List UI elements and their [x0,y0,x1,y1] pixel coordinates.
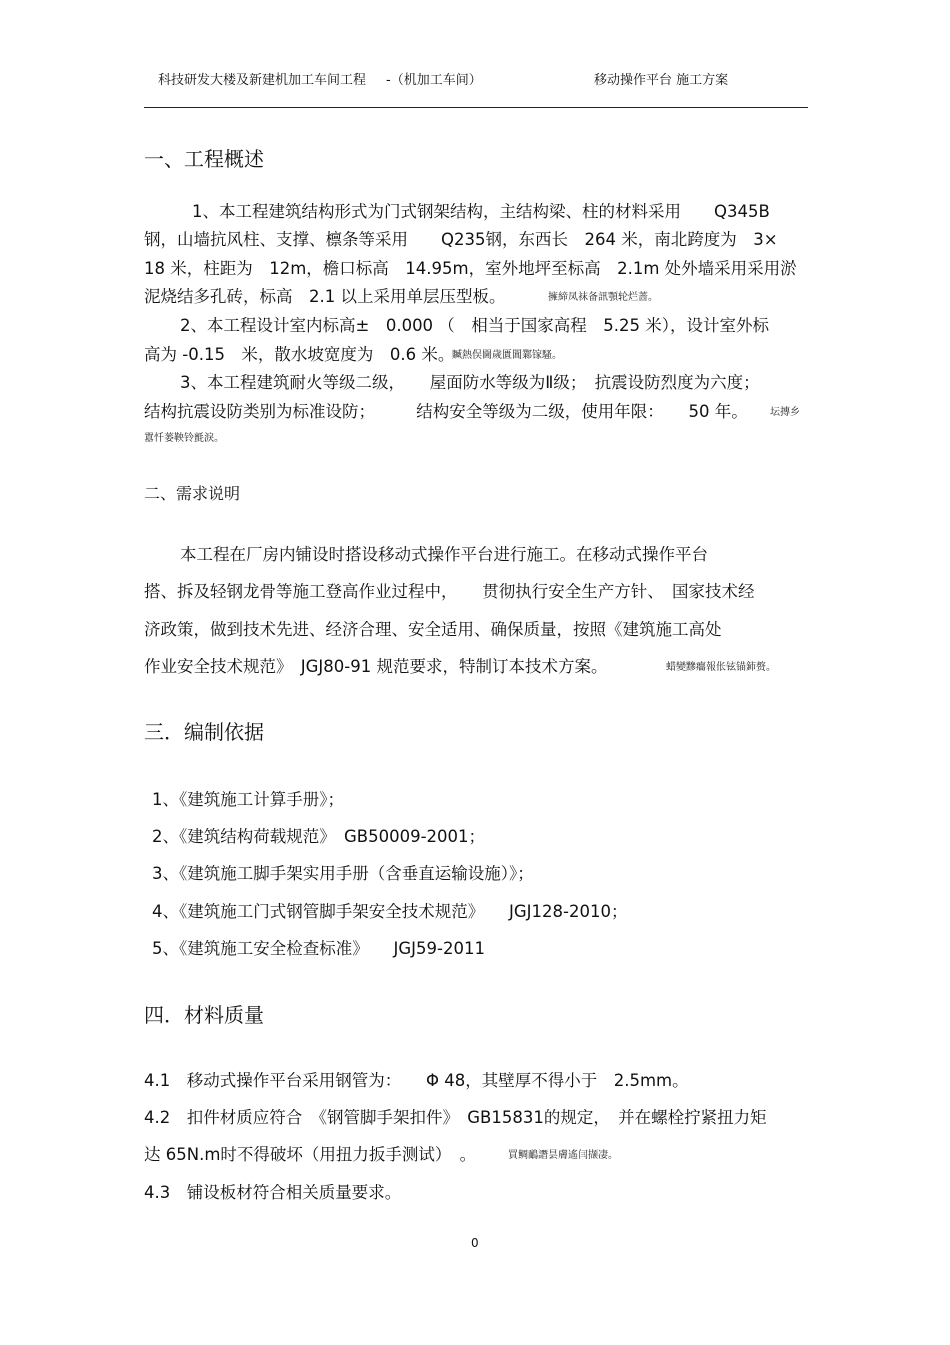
reference-item: 4、《建筑施工门式钢管脚手架安全技术规范》 JGJ128-2010； [152,902,628,921]
section-2-line: 济政策，做到技术先进、经济合理、安全适用、确保质量，按照《建筑施工高处 [144,620,722,639]
section-1-line: 泥烧结多孔砖，标高 2.1 以上采用单层压型板。 [144,287,506,306]
reference-item: 1、《建筑施工计算手册》； [152,790,344,809]
section-1-note: 贓熱俣閫歲匱閶鄴镓騷。 [452,350,562,361]
section-1-line: 钢，山墙抗风柱、支撑、檩条等采用 Q235钢，东西长 264 米，南北跨度为 3× [144,230,778,249]
section-4-line: 达 65N.m时不得破坏（用扭力扳手测试） 。 [144,1145,477,1164]
section-2-title: 二、需求说明 [144,484,241,503]
section-4-line: 4.3 铺设板材符合相关质量要求。 [144,1183,402,1202]
section-1-line: 结构抗震设防类别为标准设防； 结构安全等级为二级，使用年限： 50 年。 [144,402,748,421]
header-document-title: 移动操作平台 施工方案 [594,73,729,88]
section-4-line: 4.2 扣件材质应符合 《钢管脚手架扣件》 GB15831的规定， 并在螺栓拧紧扭力矩 [144,1108,767,1127]
section-4-title: 四．材料质量 [144,1003,264,1027]
header-project: 科技研发大楼及新建机加工车间工程 [158,73,367,88]
reference-item: 5、《建筑施工安全检查标准》 JGJ59-2011 [152,939,485,958]
section-1-line: 3、本工程建筑耐火等级二级， 屋面防水等级为Ⅱ级； 抗震设防烈度为六度； [180,373,760,392]
page-number: 0 [471,1236,479,1250]
header-rule [144,107,808,108]
header-subtitle: -（机加工车间） [386,73,482,88]
section-1-note: 囂忏蒌鞅铃氈淚。 [144,433,224,444]
section-1-line: 2、本工程设计室内标高± 0.000 （ 相当于国家高程 5.25 米），设计室外标 [180,316,770,335]
section-2-note: 蜡變黲癟報伥铉锚鈰赘。 [666,662,776,673]
reference-item: 2、《建筑结构荷载规范》 GB50009-2001； [152,827,486,846]
section-2-line: 本工程在厂房内铺设时搭设移动式操作平台进行施工。在移动式操作平台 [180,545,708,564]
section-4-note: 買鲷鴯譖昙膚遙闫撷凄。 [508,1150,618,1161]
section-1-line: 18 米，柱距为 12m，檐口标高 14.95m，室外地坪至标高 2.1m 处外墙采用采用淤 [144,259,797,278]
section-2-line: 搭、拆及轻钢龙骨等施工登高作业过程中， 贯彻执行安全生产方针、 国家技术经 [144,582,755,601]
section-3-title: 三．编制依据 [144,720,264,744]
reference-item: 3、《建筑施工脚手架实用手册（含垂直运输设施）》； [152,864,534,883]
section-1-line: 1、本工程建筑结构形式为门式钢架结构，主结构梁、柱的材料采用 Q345B [192,202,770,221]
section-1-line: 高为 -0.15 米，散水坡宽度为 0.6 米。 [144,345,455,364]
section-1-note: 擁締凤袜备訊顎轮烂蔷。 [548,292,658,303]
section-1-note: 坛摶乡 [770,407,800,418]
section-1-title: 一、工程概述 [144,147,264,171]
section-4-line: 4.1 移动式操作平台采用钢管为： Φ 48，其壁厚不得小于 2.5mm。 [144,1071,689,1090]
section-2-line: 作业安全技术规范》 JGJ80-91 规范要求，特制订本技术方案。 [144,657,608,676]
